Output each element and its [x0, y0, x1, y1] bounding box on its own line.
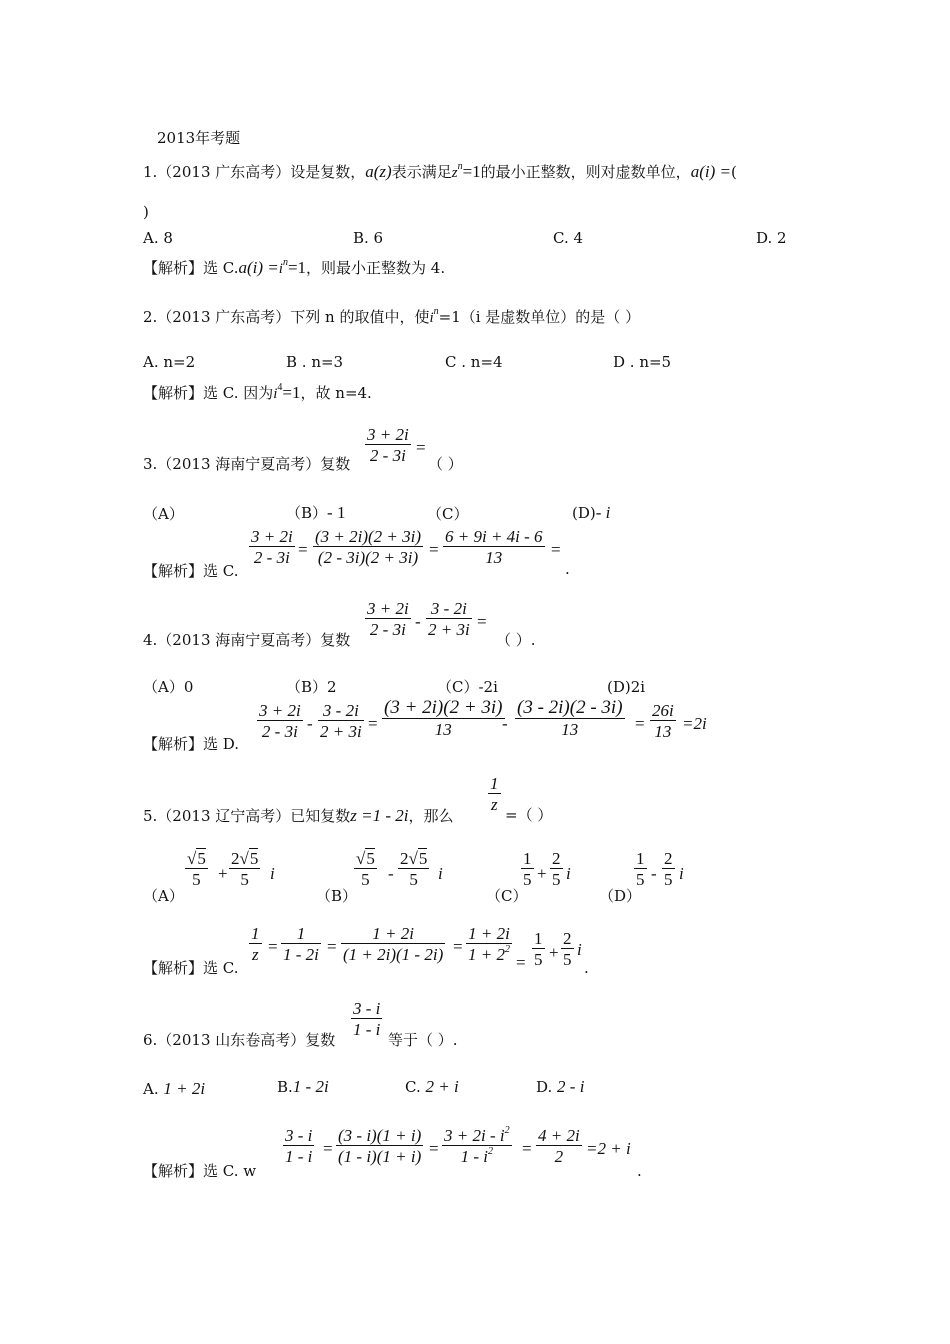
- q4-s2-num: 3 - 2i: [322, 701, 359, 720]
- q2-option-b: B . n=3: [286, 353, 344, 371]
- q3-sol-frac-1: [249, 528, 295, 567]
- q2-math-base: i: [429, 310, 434, 326]
- q6-s4-den: 2: [536, 1145, 582, 1166]
- q4-paren: （ ）.: [496, 631, 536, 649]
- q5-sol-eq-4: =: [516, 953, 526, 972]
- q6-option-c: [405, 1077, 459, 1097]
- q1-text-a: 1.（2013 广东高考）设是复数，: [143, 163, 366, 181]
- q1-text-d: (: [730, 163, 737, 181]
- q5-opt-d-frac-1: [634, 850, 647, 889]
- q5-opt-d-i: i: [679, 864, 684, 883]
- q5-sol-eq-3: =: [453, 937, 463, 956]
- q5-opt-c-frac-2: [550, 850, 563, 889]
- q6-s3-num: 3 + 2i - i: [444, 1126, 505, 1145]
- q5-s1-den: z: [249, 943, 262, 964]
- q5-opt-d-num-2: 2: [664, 849, 673, 868]
- q2-text-a: 2.（2013 广东高考）下列 n 的取值中，使: [143, 308, 430, 326]
- q5-opt-a-den-1: 5: [185, 868, 208, 889]
- q4-sol-frac-5: [650, 702, 676, 741]
- q6-opt-a-label: A.: [143, 1080, 159, 1098]
- q3-s1-den: 2 - 3i: [249, 546, 295, 567]
- q6-text-b: 等于（ ）.: [388, 1031, 458, 1049]
- q5-sol-label: 【解析】选 C.: [143, 959, 239, 977]
- q5-s5-num: 1: [534, 929, 543, 948]
- q5-sol-frac-3: [341, 925, 445, 964]
- q6-s2-den: (1 - i)(1 + i): [338, 1146, 422, 1166]
- q3-sol-end: .: [565, 560, 570, 578]
- q5-opt-d-num-1: 1: [636, 849, 645, 868]
- q3-opt-b-val: - 1: [327, 503, 346, 522]
- q6-s2-num: (3 - i)(1 + i): [338, 1126, 422, 1145]
- q6-frac-den: 1 - i: [353, 1019, 381, 1039]
- q5-opt-c-num-2: 2: [552, 849, 561, 868]
- q5-opt-b-minus: -: [388, 864, 394, 883]
- q3-opt-b-label: （B）: [286, 504, 328, 522]
- q5-opt-d-frac-2: [662, 850, 675, 889]
- q4-sol-eq-2: =: [635, 714, 645, 733]
- q5-frac: [488, 775, 501, 814]
- q4-s1-den: 2 - 3i: [257, 720, 303, 741]
- q5-text-c: =（ ）: [505, 806, 553, 824]
- q4-option-c: （C）-2i: [437, 678, 498, 696]
- q2-sol-exp: 4: [277, 382, 283, 393]
- q6-s3-den-exp: 2: [487, 1145, 493, 1157]
- q1-sol-label: 【解析】选 C.: [143, 259, 239, 277]
- q6-text: 6.（2013 山东卷高考）复数: [143, 1031, 336, 1049]
- q5-opt-b-sqrt: 5: [366, 849, 375, 868]
- q3-sol-frac-2: [313, 528, 423, 567]
- q4-sol-frac-2: [318, 702, 364, 741]
- q4-sol-frac-1: [257, 702, 303, 741]
- q5-opt-b-frac-2: $\frac{2√5}{5}$: [400, 849, 428, 889]
- q4-f1-den: 2 - 3i: [365, 618, 411, 639]
- q4-f2-num: 3 - 2i: [430, 599, 467, 618]
- q4-eq: =: [477, 612, 487, 631]
- q1-sol-text: ，则最小正整数为 4.: [306, 259, 446, 277]
- q6-sol-frac-2: [336, 1127, 423, 1166]
- q2-option-c: C . n=4: [445, 353, 503, 371]
- q1-text-c: 的最小正整数，则对虚数单位，: [480, 163, 691, 181]
- q3-opt-d-label: (D): [572, 504, 596, 522]
- q2-sol-text: ，故 n=4.: [300, 384, 372, 402]
- q6-s4-num: 4 + 2i: [538, 1126, 580, 1145]
- q3-text: 3.（2013 海南宁夏高考）复数: [143, 455, 351, 473]
- q3-sol-eq-1: =: [298, 540, 308, 559]
- q5-opt-d-den-2: 5: [664, 869, 673, 889]
- q4-s2-den: 2 + 3i: [320, 721, 362, 741]
- q5-s4-den-exp: 2: [504, 943, 510, 955]
- q1-math-b-base: z: [451, 165, 458, 181]
- q5-opt-d-minus: -: [651, 864, 657, 883]
- q3-fraction: [365, 426, 411, 465]
- q3-opt-d-val: - i: [595, 503, 611, 522]
- q4-s4-num: (3 - 2i)(2 - 3i): [517, 697, 623, 718]
- q2-solution: [143, 383, 372, 403]
- q2-sol-base: i: [273, 386, 278, 402]
- q5-opt-a-plus: +: [218, 864, 228, 883]
- q4-sol-label: 【解析】选 D.: [143, 735, 240, 753]
- q5-opt-a-label: （A）: [143, 887, 184, 905]
- q3-s2-den: (2 - 3i)(2 + 3i): [313, 546, 423, 567]
- q1-close-paren: ): [143, 203, 149, 221]
- q1-option-d: D. 2: [756, 229, 787, 247]
- q4-sol-frac-3: [382, 698, 505, 739]
- q6-opt-b-val: 1 - 2i: [292, 1077, 329, 1096]
- question-2: [143, 308, 640, 327]
- q1-solution: [143, 258, 445, 278]
- q5-math: z =1 - 2i: [350, 806, 409, 825]
- q6-option-b: [277, 1077, 329, 1097]
- q5-opt-b-frac-1: $\frac{√5}{5}$: [356, 849, 375, 889]
- q6-s3-den: 1 - i: [460, 1146, 488, 1166]
- q3-sol-frac-3: [443, 528, 545, 567]
- q6-opt-d-val: 2 - i: [557, 1077, 585, 1096]
- q4-sol-minus-1: -: [307, 714, 313, 733]
- q5-opt-a-frac-1: $\frac{√5}{5}$: [187, 849, 206, 889]
- q2-text-b: =1（i 是虚数单位）的是（ ）: [438, 308, 641, 326]
- q4-sol-frac-4: [515, 698, 625, 739]
- q3-sol-label: 【解析】选 C.: [143, 562, 239, 580]
- q4-sol-eq-1: =: [368, 714, 378, 733]
- q5-opt-c-frac-1: [521, 850, 534, 889]
- q6-opt-d-label: D.: [536, 1078, 553, 1096]
- q2-sol-rhs: =1: [282, 383, 301, 402]
- q4-s5-den: 13: [650, 720, 676, 741]
- q6-frac: [351, 1000, 382, 1039]
- q5-sol-frac-6: [561, 930, 574, 969]
- question-1: [143, 162, 737, 182]
- q5-opt-a-sqrt-2: 5: [249, 849, 259, 868]
- q5-opt-c-i: i: [566, 864, 571, 883]
- q1-sol-exp: n: [282, 257, 288, 268]
- q5-opt-b-i: i: [438, 864, 443, 883]
- q3-sol-eq-2: =: [429, 540, 439, 559]
- q6-opt-a-val: 1 + 2i: [163, 1079, 206, 1098]
- q2-math-exp: n: [433, 306, 439, 317]
- q6-option-d: [536, 1077, 584, 1097]
- q4-s3-num: (3 + 2i)(2 + 3i): [384, 697, 503, 718]
- q5-frac-den: z: [488, 793, 501, 814]
- q1-sol-math-a: a(i) =: [238, 258, 279, 277]
- q1-sol-base: i: [278, 261, 283, 277]
- q5-opt-c-num-1: 1: [523, 849, 532, 868]
- q3-s3-num: 6 + 9i + 4i - 6: [445, 527, 543, 546]
- q5-sol-plus: +: [549, 943, 559, 962]
- q5-sol-eq-1: =: [268, 937, 278, 956]
- q5-opt-c-plus: +: [537, 864, 547, 883]
- q1-option-b: B. 6: [353, 229, 384, 247]
- q6-sol-end: .: [637, 1162, 642, 1180]
- q5-opt-a-coef: 2: [231, 849, 240, 868]
- q6-sol-frac-3: [442, 1127, 512, 1166]
- q4-s5-num: 26i: [652, 701, 674, 720]
- q4-minus: -: [415, 612, 421, 631]
- q5-opt-c-den-1: 5: [523, 869, 532, 889]
- q5-sol-frac-5: [532, 930, 545, 969]
- page-heading: 2013年考题: [157, 129, 241, 147]
- q6-sol-frac-4: [536, 1127, 582, 1166]
- q4-option-d: (D)2i: [607, 678, 646, 696]
- q4-sol-result: =2i: [682, 714, 707, 733]
- q5-opt-c-den-2: 5: [552, 869, 561, 889]
- q6-sol-eq-2: =: [429, 1139, 439, 1158]
- q6-sol-label: 【解析】选 C. w: [143, 1162, 257, 1180]
- q2-sol-label: 【解析】选 C. 因为: [143, 384, 274, 402]
- q4-s3-den: 13: [382, 718, 505, 739]
- q2-option-d: D . n=5: [613, 353, 672, 371]
- q5-opt-a-i: i: [270, 864, 275, 883]
- q3-option-a: （A）: [143, 505, 184, 523]
- q5-opt-a-sqrt: 5: [197, 849, 206, 868]
- q5-opt-b-label: （B）: [316, 887, 358, 905]
- q5-frac-num: 1: [490, 774, 499, 793]
- q5-sol-eq-2: =: [327, 937, 337, 956]
- q2-option-a: A. n=2: [143, 353, 196, 371]
- q5-opt-a-frac-2: $\frac{2√5}{5}$: [231, 849, 259, 889]
- q4-f1-num: 3 + 2i: [367, 599, 409, 618]
- q3-frac-den: 2 - 3i: [365, 444, 411, 465]
- q5-text: [143, 806, 454, 826]
- q3-paren: （ ）: [428, 455, 463, 473]
- q5-opt-a-den-2: 5: [229, 868, 260, 889]
- q5-s1-num: 1: [251, 924, 260, 943]
- q5-sol-end: .: [584, 959, 589, 977]
- q6-frac-num: 3 - i: [353, 999, 381, 1018]
- q5-sol-i: i: [577, 940, 582, 959]
- q1-option-c: C. 4: [553, 229, 584, 247]
- q6-s1-num: 3 - i: [285, 1126, 313, 1145]
- q1-sol-rhs: =1: [287, 258, 307, 277]
- q3-frac-num: 3 + 2i: [367, 425, 409, 444]
- q6-opt-c-val: 2 + i: [425, 1077, 459, 1096]
- q4-s4-den: 13: [515, 718, 625, 739]
- q5-opt-d-label: （D）: [599, 887, 642, 905]
- q5-opt-b-coef: 2: [400, 849, 409, 868]
- q4-sol-minus-2: -: [502, 714, 508, 733]
- q3-sol-eq-3: =: [551, 540, 561, 559]
- q5-s6-den: 5: [563, 949, 572, 969]
- q4-f2-den: 2 + 3i: [428, 619, 470, 639]
- q6-sol-eq-3: =: [522, 1139, 532, 1158]
- q5-opt-b-den-1: 5: [354, 868, 377, 889]
- q5-opt-b-den-2: 5: [398, 868, 429, 889]
- q3-eq: =: [416, 438, 426, 457]
- q5-text-a: 5.（2013 辽宁高考）已知复数: [143, 807, 351, 825]
- q4-frac-1: [365, 600, 411, 639]
- q1-math-c: a(i) =: [690, 162, 731, 181]
- q3-s3-den: 13: [443, 546, 545, 567]
- q5-text-b: ，那么: [408, 807, 454, 825]
- q5-s5-den: 5: [534, 949, 543, 969]
- q6-option-a: [143, 1079, 205, 1099]
- q5-s2-den: 1 - 2i: [283, 944, 319, 964]
- q3-s2-num: (3 + 2i)(2 + 3i): [315, 527, 422, 546]
- q6-s3-num-exp: 2: [504, 1125, 510, 1136]
- q3-option-b: [286, 503, 345, 523]
- q6-sol-frac-1: [283, 1127, 314, 1166]
- q5-s3-den: (1 + 2i)(1 - 2i): [343, 944, 444, 964]
- q3-option-c: （C）: [427, 505, 469, 523]
- q5-s2-num: 1: [296, 924, 306, 943]
- q1-option-a: A. 8: [143, 229, 173, 247]
- q3-s1-num: 3 + 2i: [251, 527, 293, 546]
- q5-s6-num: 2: [563, 929, 572, 948]
- q5-opt-c-label: （C）: [486, 887, 528, 905]
- q5-sol-frac-2: [281, 925, 321, 964]
- q5-sol-frac-4: [466, 925, 512, 964]
- q4-text: 4.（2013 海南宁夏高考）复数: [143, 631, 351, 649]
- q1-text-b: 表示满足: [391, 163, 452, 181]
- q5-s4-den-base: 1 + 2: [468, 944, 505, 964]
- q5-opt-d-den-1: 5: [636, 869, 645, 889]
- q6-sol-eq-1: =: [323, 1139, 333, 1158]
- q4-frac-2: [426, 600, 472, 639]
- q6-sol-result: =2 + i: [586, 1139, 631, 1158]
- q1-math-b-exp: n: [457, 161, 463, 172]
- q5-sol-frac-1: [249, 925, 262, 964]
- q4-option-a: （A）0: [143, 678, 194, 696]
- q5-s3-num: 1 + 2i: [372, 924, 414, 943]
- q6-opt-b-label: B.: [277, 1078, 293, 1096]
- q3-option-d: [572, 503, 610, 523]
- q5-opt-b-sqrt-2: 5: [418, 849, 428, 868]
- q1-math-a: a(z): [365, 162, 392, 181]
- q5-s4-num: 1 + 2i: [468, 924, 510, 943]
- q1-math-b-rhs: =1: [462, 162, 481, 181]
- q4-option-b: （B）2: [286, 678, 337, 696]
- q4-s1-num: 3 + 2i: [259, 701, 301, 720]
- q6-s1-den: 1 - i: [285, 1146, 313, 1166]
- q6-opt-c-label: C.: [405, 1078, 421, 1096]
